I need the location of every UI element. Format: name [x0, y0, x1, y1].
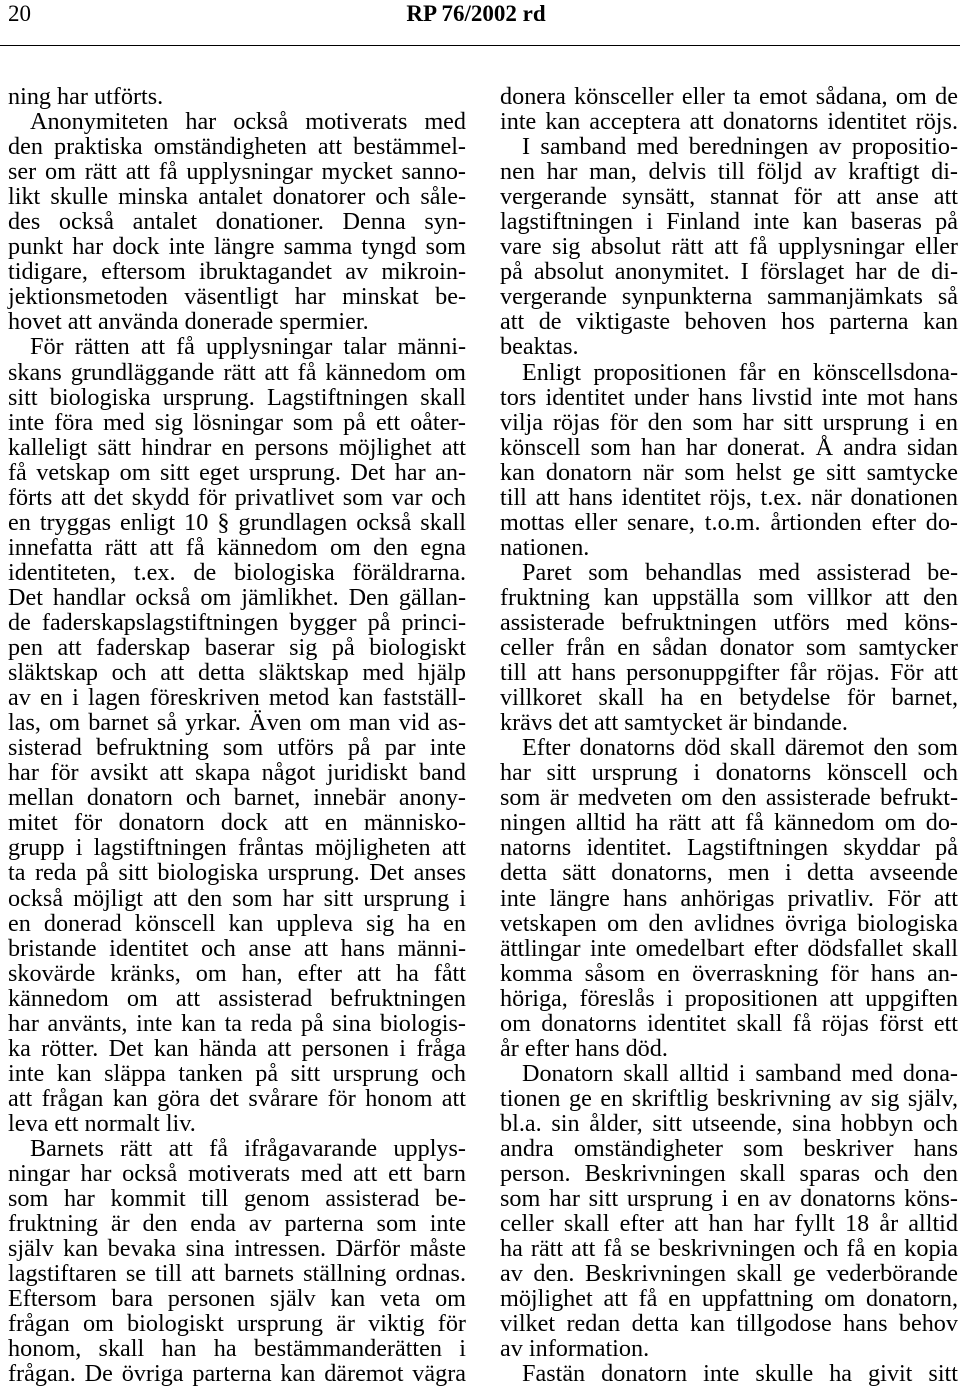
text-line: få vetskap om sitt eget ursprung. Det har an-: [8, 458, 466, 486]
paragraph: [8, 1136, 466, 1386]
text-line: ha rätt att få se beskrivningen och få en kopia: [500, 1235, 958, 1263]
text-line: skans grundläggande rätt att få kännedom om: [8, 358, 466, 386]
text-line: av information.: [500, 1335, 650, 1363]
paragraph: [500, 134, 958, 359]
text-line: krävs det att samtycket är bindande.: [500, 709, 848, 737]
text-line: sisterad befruktning som utförs på par inte: [8, 734, 466, 762]
text-line: som har sitt ursprung i en av donatorns köns-: [500, 1185, 958, 1213]
text-line: har använts, inte kan ta reda på sina biologis-: [8, 1009, 466, 1037]
text-line: möjlighet att få en uppfattning om donatorn,: [500, 1285, 958, 1313]
text-line: person. Beskrivningen skall sparas och den: [500, 1160, 958, 1188]
paragraph: [500, 1061, 958, 1362]
text-line: som är medveten om den assisterade befrukt-: [500, 784, 958, 812]
text-line: Donatorn skall alltid i samband med dona-: [522, 1059, 958, 1087]
text-line: leva ett normalt liv.: [8, 1109, 196, 1137]
text-line: ättlingar inte omedelbart efter dödsfallet skall: [500, 934, 958, 962]
text-line: att de viktigaste behoven hos parterna kan: [500, 308, 958, 336]
text-line: tidigare, eftersom ibruktagandet av mikroin-: [8, 258, 466, 286]
text-line: Fastän donatorn inte skulle ha givit sitt: [522, 1360, 958, 1388]
text-line: donera könsceller eller ta emot sådana, om de: [500, 83, 958, 110]
text-line: år efter hans död.: [500, 1034, 668, 1062]
document-title: RP 76/2002 rd: [406, 1, 546, 26]
text-line: Enligt propositionen får en könscellsdona-: [522, 358, 958, 386]
text-line: av en i lagen föreskriven metod kan fastställ-: [8, 684, 466, 712]
text-line: skovärde kränks, om han, efter att ha fått: [8, 959, 466, 987]
text-line: höriga, föreslås i propositionen att uppgiften: [500, 984, 958, 1012]
text-line: ta reda på sitt biologiska ursprung. Det anses: [8, 859, 466, 887]
text-line: mottas eller senare, t.o.m. årtionden efter do-: [500, 508, 958, 536]
text-line: bl.a. sin ålder, sitt utseende, sina hobbyn och: [500, 1109, 958, 1137]
text-line: punkt har dock inte längre samma tyngd som: [8, 233, 466, 261]
paragraph: [500, 360, 958, 560]
text-line: För rätten att få upplysningar talar männi-: [30, 333, 466, 361]
text-line: vilja röjas för den som har sitt ursprung i en: [500, 408, 958, 436]
text-line: honom, skall han ha bestämmanderätten i: [8, 1335, 466, 1363]
text-line: förts att det skydd för privatlivet som var och: [8, 483, 466, 511]
text-line: mitet för donatorn dock att en människo-: [8, 809, 466, 837]
right-column: [500, 84, 958, 1386]
text-line: kännedom om att assisterad befruktningen: [8, 984, 466, 1012]
text-line: fruktning kan uppställa som villkor att den: [500, 583, 958, 611]
text-line: lagstiftningen i Finland inte kan baseras på: [500, 208, 958, 236]
paragraph: [500, 1361, 958, 1386]
text-line: ningen alltid ha rätt att få kännedom om do-: [500, 809, 958, 837]
text-line: pen att faderskap baserar sig på biologiskt: [8, 634, 466, 662]
text-line: ning har utförts.: [8, 83, 164, 110]
text-line: inte kan acceptera att donatorns identitet röjs.: [500, 108, 958, 136]
text-line: kan donatorn när som helst ge sitt samtycke: [500, 458, 958, 486]
text-line: I samband med beredningen av propositio-: [522, 133, 958, 161]
text-line: vilket redan detta kan tillgodose hans behov: [500, 1310, 958, 1338]
text-line: celler från en sådan donator som samtycker: [500, 634, 958, 662]
text-line: lagstiftaren se till att barnets ställning ordnas.: [8, 1260, 466, 1288]
text-line: till att hans identitet röjs, t.ex. när donationen: [500, 483, 958, 511]
text-line: kalleligt sätt hindrar en persons möjlighet att: [8, 433, 466, 461]
text-line: Eftersom bara personen själv kan veta om: [8, 1285, 466, 1313]
text-line: på absolut anonymitet. I förslaget har de di-: [500, 258, 958, 286]
text-line: släktskap och att detta släktskap med hjälp: [8, 659, 466, 687]
text-line: den praktiska omständigheten att bestämmel-: [8, 133, 466, 161]
text-line: tionen ge en skriftlig beskrivning av sig själv,: [500, 1084, 958, 1112]
text-line: om donatorns identitet skall få röjas först ett: [500, 1009, 958, 1037]
text-line: nationen.: [500, 533, 590, 561]
text-line: könscell som han har donerat. Å andra sidan: [500, 433, 958, 461]
text-line: celler skall efter att han har fyllt 18 år alltid: [500, 1210, 958, 1238]
text-line: likt skulle minska antalet donatorer och såle-: [8, 183, 466, 211]
text-line: beaktas.: [500, 333, 579, 361]
header-rule: [0, 45, 960, 46]
text-line: vare sig absolut rätt att få upplysningar eller: [500, 233, 958, 261]
text-line: bristande identitet och anse att hans männi-: [8, 934, 466, 962]
text-line: Efter donatorns död skall däremot den som: [522, 734, 958, 762]
text-line: grupp i lagstiftningen fråntas möjligheten att: [8, 834, 466, 862]
text-line: Paret som behandlas med assisterad be-: [522, 558, 958, 586]
text-line: har sitt ursprung i donatorns könscell och: [500, 759, 958, 787]
text-line: assisterade befruktningen utförs med köns-: [500, 608, 958, 636]
text-line: till att hans personuppgifter får röjas. För att: [500, 659, 958, 687]
text-line: komma såsom en överraskning för hans an-: [500, 959, 958, 987]
text-line: tors identitet under hans livstid inte mot hans: [500, 383, 958, 411]
text-line: en tryggas enligt 10 § grundlagen också skall: [8, 508, 466, 536]
text-line: natorns identitet. Lagstiftningen skyddar på: [500, 834, 958, 862]
text-line: inte kan släppa tanken på sitt ursprung och: [8, 1059, 466, 1087]
text-line: Barnets rätt att få ifrågavarande upplys-: [30, 1134, 466, 1162]
paragraph: [500, 560, 958, 735]
text-line: vetskapen om den avlidnes övriga biologiska: [500, 909, 958, 937]
text-line: inte längre hans anhörigas privatliv. För att: [500, 884, 958, 912]
text-line: des också antalet donationer. Denna syn-: [8, 208, 466, 236]
text-line: sitt biologiska ursprung. Lagstiftningen skall: [8, 383, 466, 411]
text-line: villkoret skall ha en betydelse för barnet,: [500, 684, 958, 712]
text-line: ser om rätt att få upplysningar mycket sanno-: [8, 158, 466, 186]
paragraph: [8, 84, 466, 109]
text-line: frågan om biologiskt ursprung är viktig för: [8, 1310, 466, 1338]
paragraph: [8, 334, 466, 1136]
text-line: av den. Beskrivningen skall ge vederbörande: [500, 1260, 958, 1288]
text-line: frågan. De övriga parterna kan däremot vägra: [8, 1360, 466, 1388]
text-line: jektionsmetoden väsentligt har minskat be-: [8, 283, 466, 311]
text-line: ningar har också motiverats med att ett barn: [8, 1160, 466, 1188]
text-line: har för avsikt att skapa något juridiskt band: [8, 759, 466, 787]
text-line: Anonymiteten har också motiverats med: [30, 108, 466, 136]
text-line: inte föra med sig lösningar som på ett oåter-: [8, 408, 466, 436]
text-line: vergerande synsätt, stannat för att anse att: [500, 183, 958, 211]
text-line: andra omständigheter som beskriver hans: [500, 1134, 958, 1162]
left-column: [8, 84, 466, 1386]
text-line: en donerad könscell kan uppleva sig ha en: [8, 909, 466, 937]
text-line: innefatta rätt att få kännedom om den egna: [8, 533, 466, 561]
text-line: identiteten, t.ex. de biologiska föräldrarna.: [8, 558, 466, 586]
paragraph: [500, 84, 958, 134]
text-line: detta sätt donatorns, men i detta avseende: [500, 859, 958, 887]
text-line: hovet att använda donerade spermier.: [8, 308, 369, 336]
text-line: nen har man, delvis till följd av kraftigt di-: [500, 158, 958, 186]
text-line: mellan donatorn och barnet, innebär anony-: [8, 784, 466, 812]
text-line: Det handlar också om jämlikhet. Den gällan-: [8, 583, 466, 611]
text-line: ka rötter. Det kan hända att personen i fråga: [8, 1034, 466, 1062]
text-line: fruktning är den enda av parterna som inte: [8, 1210, 466, 1238]
paragraph: [8, 109, 466, 334]
text-line: de faderskapslagstiftningen bygger på princi-: [8, 608, 466, 636]
text-line: själv kan bevaka sina intressen. Därför måste: [8, 1235, 466, 1263]
text-line: som har kommit till genom assisterad be-: [8, 1185, 466, 1213]
text-line: att frågan kan göra det svårare för honom att: [8, 1084, 466, 1112]
paragraph: [500, 735, 958, 1061]
text-line: vergerande synpunkterna sammanjämkats så: [500, 283, 958, 311]
page-number: 20: [8, 1, 31, 26]
text-line: las, om barnet så yrkar. Även om man vid as-: [8, 709, 466, 737]
text-line: också möjligt att den som har sitt ursprung i: [8, 884, 466, 912]
